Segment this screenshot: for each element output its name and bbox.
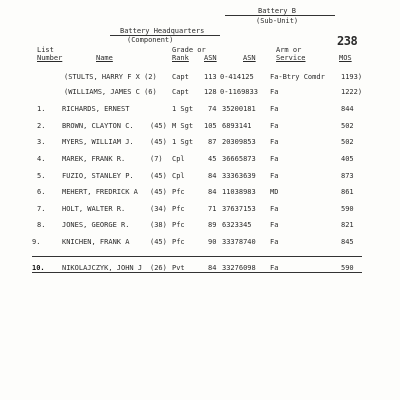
row-arm: Fa [270, 172, 279, 180]
row-arm: Fa [270, 264, 279, 272]
header-number: Number [37, 54, 63, 62]
row-name: KNICHEN, FRANK A [62, 238, 130, 246]
row-age: (38) [150, 221, 167, 229]
row-asn1: 84 [208, 264, 217, 272]
row-rank: Capt [172, 73, 189, 81]
row-number: 3. [37, 138, 46, 146]
row-mos: 873 [341, 172, 354, 180]
header-mos: MOS [339, 54, 352, 62]
row-mos: 845 [341, 238, 354, 246]
header-service: Service [276, 54, 306, 62]
row-age: (45) [150, 238, 167, 246]
row-name: JONES, GEORGE R. [62, 221, 130, 229]
header-list: List [37, 46, 54, 54]
row-name: BROWN, CLAYTON C. [62, 122, 134, 130]
row-asn1: 113 [204, 73, 217, 81]
row-name: RICHARDS, ERNEST [62, 105, 130, 113]
row-number: 1. [37, 105, 46, 113]
row-asn1: 89 [208, 221, 217, 229]
row-number: 6. [37, 188, 46, 196]
row-mos: 590 [341, 205, 354, 213]
section-subtitle: (Component) [127, 36, 174, 44]
row-arm: Fa [270, 155, 279, 163]
row-rank: Pfc [172, 238, 185, 246]
row-mos: 1222) [341, 88, 363, 96]
row-asn2: 33363639 [222, 172, 256, 180]
section-title: Battery Headquarters [120, 27, 205, 35]
row-arm: Fa [270, 238, 279, 246]
row-asn2: 37637153 [222, 205, 256, 213]
row-rank: Capt [172, 88, 189, 96]
row-age: (34) [150, 205, 167, 213]
row-asn1: 74 [208, 105, 217, 113]
row-asn2: 6893141 [222, 122, 252, 130]
row-arm: Fa [270, 138, 279, 146]
row-mos: 1193) [341, 73, 363, 81]
row-name: MAREK, FRANK R. [62, 155, 126, 163]
header-name: Name [96, 54, 113, 62]
row-asn1: 84 [208, 188, 217, 196]
row-rank: Pfc [172, 221, 185, 229]
row-rank: Pfc [172, 188, 185, 196]
row-name: (WILLIAMS, JAMES C (6) [64, 88, 157, 96]
row-number: 8. [37, 221, 46, 229]
row-asn1: 71 [208, 205, 217, 213]
separator-line [32, 256, 362, 257]
header-arm: Arm or [276, 46, 302, 54]
row-number: 4. [37, 155, 46, 163]
row-age: (45) [150, 172, 167, 180]
row-rank: Pvt [172, 264, 185, 272]
row-number: 7. [37, 205, 46, 213]
row-name: MEHERT, FREDRICK A [62, 188, 138, 196]
page-number: 238 [337, 34, 358, 48]
row-asn1: 45 [208, 155, 217, 163]
row-rank: M Sgt [172, 122, 194, 130]
row-arm: Fa [270, 88, 279, 96]
row-rank: Pfc [172, 205, 185, 213]
row-mos: 821 [341, 221, 354, 229]
row-rank: 1 Sgt [172, 105, 194, 113]
row-asn2: 33276098 [222, 264, 256, 272]
row-age: (7) [150, 155, 163, 163]
header-asn2: ASN [243, 54, 256, 62]
row-mos: 502 [341, 122, 354, 130]
row-asn2: 20309853 [222, 138, 256, 146]
row-arm: Fa [270, 122, 279, 130]
row-rank: Cpl [172, 155, 185, 163]
row-number: 5. [37, 172, 46, 180]
row-asn2: 0-1169833 [220, 88, 258, 96]
row-name: FUZIO, STANLEY P. [62, 172, 134, 180]
row-arm: Fa [270, 105, 279, 113]
unit-name: Battery B [258, 7, 296, 15]
row-asn1: 90 [208, 238, 217, 246]
row-name: (STULTS, HARRY F X (2) [64, 73, 157, 81]
row-age: (26) [150, 264, 167, 272]
row-arm: Fa [270, 205, 279, 213]
row-asn1: 105 [204, 122, 217, 130]
row-asn1: 84 [208, 172, 217, 180]
header-asn1: ASN [204, 54, 217, 62]
row-arm: MD [270, 188, 279, 196]
row-age: (45) [150, 122, 167, 130]
bottom-line [32, 272, 362, 273]
row-mos: 861 [341, 188, 354, 196]
row-asn1: 87 [208, 138, 217, 146]
row-asn2: 36665873 [222, 155, 256, 163]
row-number: 2. [37, 122, 46, 130]
row-mos: 844 [341, 105, 354, 113]
header-rank: Rank [172, 54, 189, 62]
row-asn1: 128 [204, 88, 217, 96]
row-asn2: 35200181 [222, 105, 256, 113]
row-mos: 502 [341, 138, 354, 146]
row-number: 9. [32, 238, 41, 246]
row-rank: 1 Sgt [172, 138, 194, 146]
row-name: NIKOLAJCZYK, JOHN J [62, 264, 143, 272]
unit-subtitle: (Sub-Unit) [256, 17, 299, 25]
header-grade: Grade or [172, 46, 206, 54]
row-arm: Fa-Btry Comdr [270, 73, 325, 81]
row-arm: Fa [270, 221, 279, 229]
row-number: 10. [32, 264, 45, 272]
row-name: HOLT, WALTER R. [62, 205, 126, 213]
row-age: (45) [150, 188, 167, 196]
row-rank: Cpl [172, 172, 185, 180]
row-asn2: 33378740 [222, 238, 256, 246]
row-asn2: 0-414125 [220, 73, 254, 81]
row-mos: 405 [341, 155, 354, 163]
row-mos: 590 [341, 264, 354, 272]
row-asn2: 6323345 [222, 221, 252, 229]
row-asn2: 11038983 [222, 188, 256, 196]
row-name: MYERS, WILLIAM J. [62, 138, 134, 146]
unit-underline [225, 15, 335, 16]
row-age: (45) [150, 138, 167, 146]
